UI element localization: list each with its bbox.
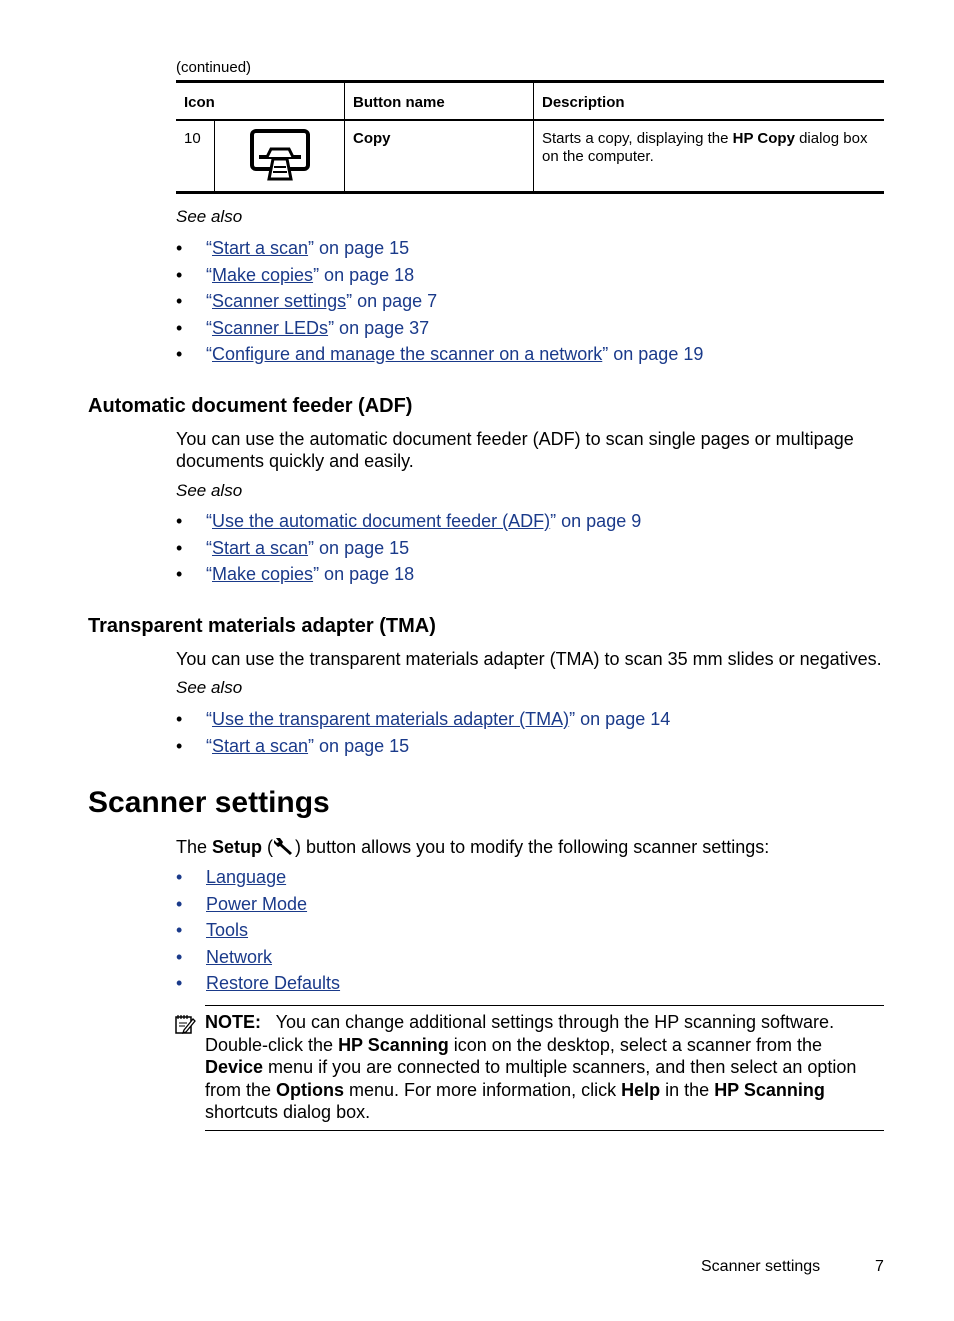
link-make-copies[interactable]: Make copies xyxy=(212,564,314,584)
footer-page-number: 7 xyxy=(875,1258,884,1275)
list-item: • “Configure and manage the scanner on a network” on page 19 xyxy=(176,344,704,364)
table-header-row xyxy=(176,82,884,121)
row-button-name: Copy xyxy=(345,120,534,193)
see-also-label: See also xyxy=(176,678,243,697)
link-scanner-settings[interactable]: Scanner settings xyxy=(212,291,347,311)
row-description: Starts a copy, displaying the HP Copy dialog box on the computer. xyxy=(534,120,885,193)
note-pad-icon xyxy=(174,1013,196,1040)
see-also-list-1 xyxy=(176,237,703,370)
adf-heading: Automatic document feeder (ADF) xyxy=(88,395,413,417)
tma-body: You can use the transparent materials adapter (TMA) to scan 35 mm slides or negatives. xyxy=(176,649,882,669)
link-make-copies[interactable]: Make copies xyxy=(212,264,314,285)
see-also-label: See also xyxy=(176,481,243,500)
header-icon: Icon xyxy=(176,82,345,121)
list-item: • Power Mode xyxy=(176,893,308,914)
header-description: Description xyxy=(534,82,885,121)
list-item: • “Make copies” on page 18 xyxy=(176,264,415,285)
wrench-icon xyxy=(273,836,295,861)
see-also-list-adf xyxy=(176,510,641,590)
link-configure-network[interactable]: Configure and manage the scanner on a network xyxy=(212,344,603,364)
link-start-a-scan[interactable]: Start a scan xyxy=(212,238,309,258)
list-item: • “Start a scan” on page 15 xyxy=(176,238,410,258)
list-item: • “Start a scan” on page 15 xyxy=(176,735,410,756)
see-also-label: See also xyxy=(176,207,243,226)
list-item: • “Make copies” on page 18 xyxy=(176,564,415,584)
note-text: NOTE: You can change additional settings through the HP scanning software. Double-click the HP Scanning icon on the desktop, select a scanner from the Device menu if you are connected to multiple scanners, and then select an option from the Options menu. For more information, click Help in the HP Scanning shortcuts dialog box. xyxy=(205,1012,857,1122)
link-language[interactable]: Language xyxy=(206,867,287,887)
tma-heading: Transparent materials adapter (TMA) xyxy=(88,615,436,637)
link-power-mode[interactable]: Power Mode xyxy=(206,893,308,914)
list-item: • “Start a scan” on page 15 xyxy=(176,537,410,558)
list-item: • Tools xyxy=(176,920,249,940)
link-start-a-scan[interactable]: Start a scan xyxy=(212,735,309,756)
link-scanner-leds[interactable]: Scanner LEDs xyxy=(212,317,329,338)
list-item: • “Scanner settings” on page 7 xyxy=(176,291,438,311)
list-item: • “Scanner LEDs” on page 37 xyxy=(176,317,430,338)
link-tools[interactable]: Tools xyxy=(206,920,249,940)
scanner-settings-title: Scanner settings xyxy=(88,786,330,819)
header-button-name: Button name xyxy=(345,82,534,121)
copy-button-icon xyxy=(215,120,345,193)
list-item: • “Use the transparent materials adapter (TMA)” on page 14 xyxy=(176,709,671,729)
link-restore-defaults[interactable]: Restore Defaults xyxy=(206,973,341,993)
list-item: • Restore Defaults xyxy=(176,973,341,993)
setup-intro: The Setup ( ) button allows you to modify the following scanner settings: xyxy=(176,836,886,861)
row-number: 10 xyxy=(176,120,215,193)
link-start-a-scan[interactable]: Start a scan xyxy=(212,537,309,558)
adf-body: You can use the automatic document feeder (ADF) to scan single pages or multipage documents quickly and easily. xyxy=(176,429,854,471)
link-use-adf[interactable]: Use the automatic document feeder (ADF) xyxy=(212,511,551,531)
link-network[interactable]: Network xyxy=(206,946,273,967)
table-row xyxy=(176,120,884,193)
link-use-tma[interactable]: Use the transparent materials adapter (TMA) xyxy=(212,709,570,729)
list-item: • Language xyxy=(176,867,287,887)
list-item: • “Use the automatic document feeder (ADF)” on page 9 xyxy=(176,511,642,531)
note-label: NOTE: xyxy=(205,1012,261,1032)
see-also-list-tma xyxy=(176,708,670,761)
button-table xyxy=(176,80,884,194)
continued-label: (continued) xyxy=(176,59,252,76)
footer-section: Scanner settings xyxy=(701,1258,821,1275)
settings-list xyxy=(176,866,340,999)
list-item: • Network xyxy=(176,946,273,967)
